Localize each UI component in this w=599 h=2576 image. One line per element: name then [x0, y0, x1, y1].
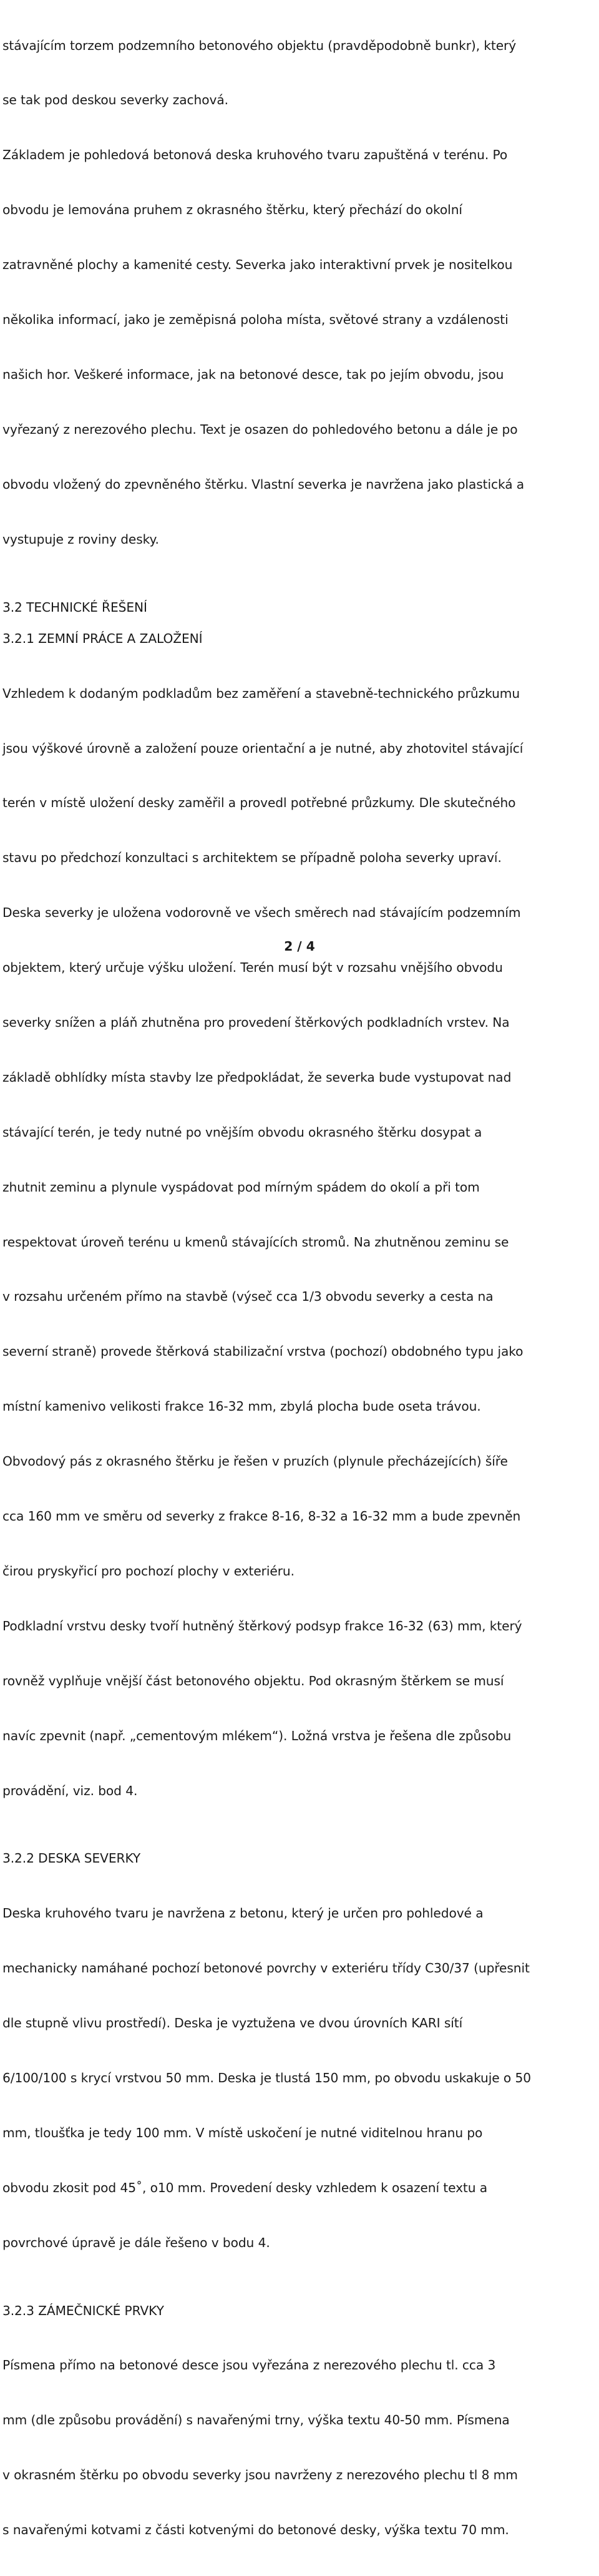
text-line: navíc zpevnit (např. „cementovým mlékem“). Ložná vrstva je řešena dle způsobu [2, 1728, 512, 1743]
text-line: severky snížen a pláň zhutněna pro provedení štěrkových podkladních vrstev. Na [2, 1015, 510, 1031]
intro-paragraph [2, 0, 598, 585]
metalwork-paragraph [2, 2320, 598, 2576]
text-line: vystupuje z roviny desky. [2, 531, 159, 547]
text-line: jsou výškové úrovně a založení pouze orientační a je nutné, aby zhotovitel stávající [2, 740, 524, 756]
text-line: obvodu vložený do zpevněného štěrku. Vlastní severka je navržena jako plastická a [2, 476, 525, 492]
text-line: místní kamenivo velikosti frakce 16-32 mm, zbylá plocha bude oseta trávou. [2, 1399, 481, 1414]
text-line: Vzhledem k dodaným podkladům bez zaměření a stavebně-technického průzkumu [2, 685, 520, 701]
text-line: našich hor. Veškeré informace, jak na betonové desce, tak po jejím obvodu, jsou [2, 366, 504, 382]
text-line: se tak pod deskou severky zachová. [2, 92, 228, 108]
text-line: stávající terén, je tedy nutné po vnějším obvodu okrasného štěrku dosypat a [2, 1124, 482, 1140]
text-line: mm, tloušťka je tedy 100 mm. V místě uskočení je nutné viditelnou hranu po [2, 2125, 483, 2140]
text-line: zhutnit zeminu a plynule vyspádovat pod mírným spádem do okolí a při tom [2, 1179, 480, 1195]
text-line: Písmena přímo na betonové desce jsou vyřezána z nerezového plechu tl. cca 3 [2, 2358, 496, 2373]
text-line: základě obhlídky místa stavby lze předpokládat, že severka bude vystupovat nad [2, 1069, 512, 1085]
text-line: v okrasném štěrku po obvodu severky jsou navrženy z nerezového plechu tl 8 mm [2, 2467, 518, 2483]
text-line: zatravněné plochy a kamenité cesty. Severka jako interaktivní prvek je nositelkou [2, 257, 513, 273]
text-line: Deska kruhového tvaru je navržena z betonu, který je určen pro pohledové a [2, 1906, 484, 1921]
text-line: cca 160 mm ve směru od severky z frakce 8-16, 8-32 a 16-32 mm a bude zpevněn [2, 1509, 521, 1524]
text-line: objektem, který určuje výšku uložení. Terén musí být v rozsahu vnějšího obvodu [2, 960, 503, 976]
subsection-heading-earthworks: 3.2.1 ZEMNÍ PRÁCE A ZALOŽENÍ [2, 630, 203, 646]
text-line: severní straně) provede štěrková stabilizační vrstva (pochozí) obdobného typu jako [2, 1344, 524, 1359]
text-line: vyřezaný z nerezového plechu. Text je osazen do pohledového betonu a dále je po [2, 421, 518, 437]
page-number: 2 / 4 [284, 939, 315, 954]
text-line: několika informací, jako je zeměpisná poloha místa, světové strany a vzdálenosti [2, 312, 509, 328]
text-line: s navařenými kotvami z části kotvenými do betonové desky, výška textu 70 mm. [2, 2522, 509, 2538]
text-line: Podkladní vrstvu desky tvoří hutněný štěrkový podsyp frakce 16-32 (63) mm, který [2, 1618, 522, 1633]
text-line: obvodu zkosit pod 45˚, o10 mm. Provedení desky vzhledem k osazení textu a [2, 2180, 488, 2195]
earthworks-paragraph [2, 648, 598, 1836]
text-line: 6/100/100 s krycí vrstvou 50 mm. Deska je tlustá 150 mm, po obvodu uskakuje o 50 [2, 2070, 531, 2085]
text-line: stávajícím torzem podzemního betonového objektu (pravděpodobně bunkr), který [2, 37, 517, 53]
subsection-heading-slab: 3.2.2 DESKA SEVERKY [2, 1851, 141, 1866]
text-line: provádění, viz. bod 4. [2, 1783, 138, 1798]
text-line: Základem je pohledová betonová deska kruhového tvaru zapuštěná v terénu. Po [2, 147, 508, 163]
document-page [2, 0, 598, 2576]
text-line: čirou pryskyřicí pro pochozí plochy v exteriéru. [2, 1563, 295, 1579]
text-line: rovněž vyplňuje vnější část betonového objektu. Pod okrasným štěrkem se musí [2, 1673, 504, 1688]
text-line: dle stupně vlivu prostředí). Deska je vyztužena ve dvou úrovních KARI sítí [2, 2015, 463, 2031]
text-line: Deska severky je uložena vodorovně ve všech směrech nad stávajícím podzemním [2, 905, 521, 921]
text-line: stavu po předchozí konzultaci s architektem se případně poloha severky upraví. [2, 850, 502, 866]
text-line: mechanicky namáhané pochozí betonové povrchy v exteriéru třídy C30/37 (upřesnit [2, 1961, 530, 1976]
text-line: v rozsahu určeném přímo na stavbě (výseč cca 1/3 obvodu severky a cesta na [2, 1289, 494, 1305]
text-line: povrchové úpravě je dále řešeno v bodu 4. [2, 2235, 270, 2250]
text-line: Obvodový pás z okrasného štěrku je řešen v pruzích (plynule přecházejících) šíře [2, 1454, 508, 1469]
text-line: respektovat úroveň terénu u kmenů stávajících stromů. Na zhutněnou zeminu se [2, 1234, 509, 1250]
subsection-heading-metalwork: 3.2.3 ZÁMEČNICKÉ PRVKY [2, 2303, 164, 2318]
text-line: mm (dle způsobu provádění) s navařenými trny, výška textu 40-50 mm. Písmena [2, 2412, 510, 2428]
text-line: terén v místě uložení desky zaměřil a provedl potřebné průzkumy. Dle skutečného [2, 795, 516, 811]
slab-paragraph [2, 1868, 598, 2289]
section-heading: 3.2 TECHNICKÉ ŘEŠENÍ [2, 599, 147, 615]
text-line: obvodu je lemována pruhem z okrasného štěrku, který přechází do okolní [2, 202, 462, 218]
